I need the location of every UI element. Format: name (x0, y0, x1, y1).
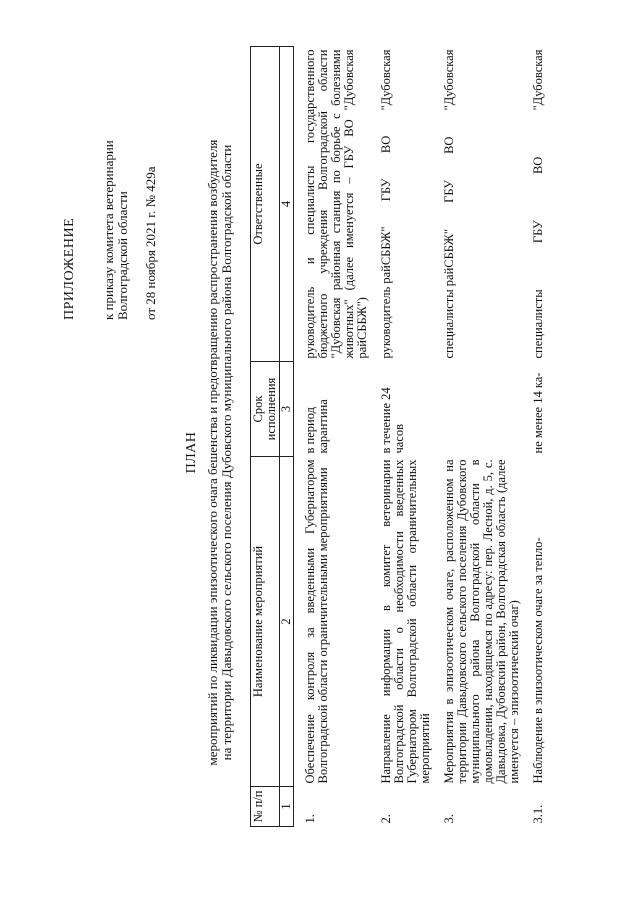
responsible-station: "Дубовская (531, 49, 545, 111)
row-responsible (433, 47, 522, 362)
table-row (522, 47, 546, 827)
responsible-station: "Дубовская (379, 49, 393, 111)
row-action: Обеспечение контроля за введенными Губернатором Волгоградской области ограничительными мероприятиями (303, 459, 330, 784)
column-number: 1 (280, 787, 294, 827)
plan-title: ПЛАН (184, 431, 199, 474)
header-number: № п/п (251, 787, 280, 827)
responsible-org: ГБУ (379, 178, 393, 202)
row-responsible: руководитель и специалисты государственного бюджетного учреждения Волгоградской области "Дубовская районная станция по борьбе с болезнями животных" (далее именуется – ГБУ ВО "Дубовская райСББЖ") (303, 49, 369, 359)
row-responsible (370, 47, 433, 362)
responsible-org: ГБУ (442, 180, 456, 203)
column-number: 3 (280, 362, 294, 457)
responsible-org: ГБУ (531, 220, 545, 244)
row-action: Наблюдение в эпизоотическом очаге за тепло- (531, 537, 545, 784)
row-deadline (433, 362, 522, 457)
order-reference-line: к приказу комитета ветеринарии (101, 140, 116, 320)
responsible-role: специалисты райСББЖ" (442, 229, 456, 359)
row-number: 3.1. (531, 804, 545, 824)
order-date-line: от 28 ноября 2021 г. № 429а (143, 166, 158, 320)
row-action: Мероприятия в эпизоотическом очаге, расположенном на территории Давыдовского сельского поселения Дубовского муниципального района Волгоградской области в домовладении, находящемся по адресу: пер. Лесной, д. 5, с. Давыдовка, Дубовский район, Волгоградская область (далее именуется – эпизоотический очаг) (442, 459, 521, 784)
table-row (370, 47, 433, 827)
column-number-row (280, 47, 294, 827)
row-deadline: в течение 24 часов (379, 387, 406, 454)
responsible-region: ВО (442, 136, 456, 154)
header-responsible: Ответственные (251, 47, 280, 362)
order-region-line: Волгоградской области (115, 191, 130, 320)
responsible-region: ВО (379, 135, 393, 154)
column-number: 4 (280, 47, 294, 362)
row-deadline: в период карантина (303, 399, 330, 454)
row-action: Направление информации в комитет ветеринарии Волгоградской области о необходимости введенных Губернатором Волгоградской области ограничительных мероприятий (379, 459, 432, 784)
row-responsible (522, 47, 546, 362)
table-row (433, 47, 522, 827)
appendix-title: ПРИЛОЖЕНИЕ (62, 217, 77, 320)
responsible-region: ВО (531, 156, 545, 175)
plan-table (250, 46, 546, 827)
header-action: Наименование мероприятий (251, 457, 280, 787)
responsible-line (443, 50, 456, 359)
row-number: 2. (379, 814, 393, 824)
responsible-role: специалисты (531, 289, 545, 359)
header-deadline: Срок исполнения (251, 362, 280, 457)
column-number: 2 (280, 457, 294, 787)
row-number: 3. (442, 814, 456, 824)
responsible-line (532, 50, 545, 359)
row-deadline: не менее 14 ка- (531, 372, 545, 454)
plan-subtitle-line-2: на территории Давыдовского сельского поселения Дубовского муниципального района Волгоградской области (219, 144, 234, 761)
plan-subtitle-line-1: мероприятий по ликвидации эпизоотического очага бешенства и предотвращению распространения возбудителя (205, 139, 220, 766)
table-header-row (251, 47, 280, 827)
plan-subtitle (206, 40, 234, 865)
responsible-role: руководитель райСББЖ" (379, 226, 393, 359)
table-row (294, 47, 371, 827)
responsible-station: "Дубовская (442, 49, 456, 111)
responsible-line (380, 50, 393, 359)
row-number: 1. (303, 814, 317, 824)
